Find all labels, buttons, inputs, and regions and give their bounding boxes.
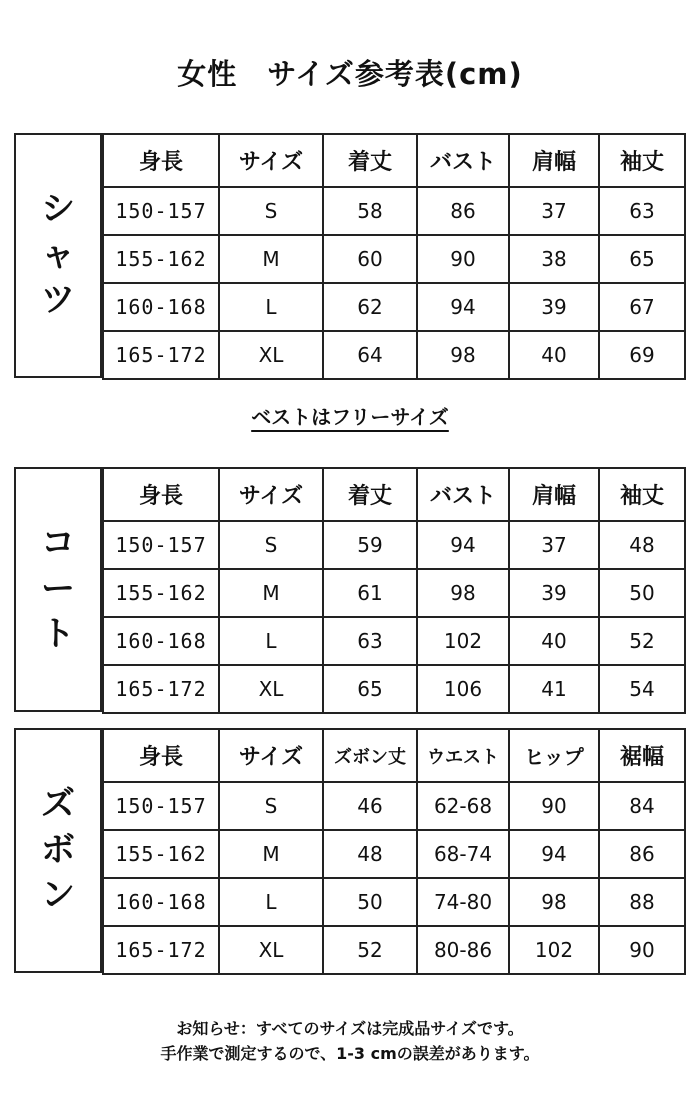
table-row	[103, 830, 685, 878]
footer-notice	[0, 1016, 700, 1066]
height-cell: 160-168	[103, 617, 219, 665]
value-cell: 40	[509, 331, 599, 379]
size-cell: L	[219, 283, 323, 331]
value-cell: 65	[599, 235, 685, 283]
value-cell: 54	[599, 665, 685, 713]
height-cell: 165-172	[103, 926, 219, 974]
pants-size-table	[14, 728, 684, 973]
value-cell: 98	[509, 878, 599, 926]
size-cell: M	[219, 235, 323, 283]
size-cell: S	[219, 521, 323, 569]
value-cell: 98	[417, 569, 509, 617]
value-cell: 62	[323, 283, 417, 331]
table-row	[103, 617, 685, 665]
table-row	[103, 331, 685, 379]
shirt-grid	[102, 133, 686, 380]
value-cell: 41	[509, 665, 599, 713]
value-cell: 74-80	[417, 878, 509, 926]
value-cell: 59	[323, 521, 417, 569]
height-cell: 155-162	[103, 569, 219, 617]
value-cell: 88	[599, 878, 685, 926]
size-cell: S	[219, 187, 323, 235]
value-cell: 84	[599, 782, 685, 830]
value-cell: 65	[323, 665, 417, 713]
size-cell: XL	[219, 926, 323, 974]
value-cell: 90	[509, 782, 599, 830]
value-cell: 102	[509, 926, 599, 974]
shirt-size-table	[14, 133, 684, 378]
header-cell: サイズ	[219, 729, 323, 782]
header-cell: 着丈	[323, 468, 417, 521]
table-row	[103, 283, 685, 331]
value-cell: 102	[417, 617, 509, 665]
coat-label-char: ト	[41, 614, 75, 655]
vest-note-text: ベストはフリーサイズ	[251, 405, 449, 429]
header-cell: ズボン丈	[323, 729, 417, 782]
value-cell: 50	[599, 569, 685, 617]
height-cell: 150-157	[103, 782, 219, 830]
pants-label-char: ン	[41, 875, 75, 916]
height-cell: 150-157	[103, 521, 219, 569]
coat-label	[14, 467, 102, 712]
header-row	[103, 468, 685, 521]
shirt-label	[14, 133, 102, 378]
value-cell: 90	[417, 235, 509, 283]
pants-label	[14, 728, 102, 973]
value-cell: 69	[599, 331, 685, 379]
height-cell: 155-162	[103, 235, 219, 283]
value-cell: 98	[417, 331, 509, 379]
height-cell: 150-157	[103, 187, 219, 235]
value-cell: 94	[417, 283, 509, 331]
value-cell: 60	[323, 235, 417, 283]
height-cell: 165-172	[103, 331, 219, 379]
table-row	[103, 878, 685, 926]
height-cell: 155-162	[103, 830, 219, 878]
value-cell: 94	[509, 830, 599, 878]
table-row	[103, 782, 685, 830]
header-cell: 身長	[103, 468, 219, 521]
value-cell: 37	[509, 187, 599, 235]
value-cell: 63	[599, 187, 685, 235]
value-cell: 64	[323, 331, 417, 379]
value-cell: 58	[323, 187, 417, 235]
footer-line-1: お知らせ：すべてのサイズは完成品サイズです。	[176, 1019, 524, 1038]
table-row	[103, 187, 685, 235]
header-cell: ヒップ	[509, 729, 599, 782]
header-cell: ウエスト	[417, 729, 509, 782]
table-row	[103, 926, 685, 974]
header-cell: サイズ	[219, 134, 323, 187]
header-cell: 肩幅	[509, 468, 599, 521]
coat-label-char: コ	[41, 522, 75, 563]
value-cell: 52	[323, 926, 417, 974]
shirt-label-char: ツ	[41, 280, 75, 321]
value-cell: 39	[509, 569, 599, 617]
table-row	[103, 235, 685, 283]
size-cell: L	[219, 878, 323, 926]
value-cell: 52	[599, 617, 685, 665]
value-cell: 62-68	[417, 782, 509, 830]
header-cell: 肩幅	[509, 134, 599, 187]
header-cell: 袖丈	[599, 468, 685, 521]
value-cell: 106	[417, 665, 509, 713]
value-cell: 61	[323, 569, 417, 617]
header-cell: 着丈	[323, 134, 417, 187]
coat-size-table	[14, 467, 684, 712]
size-cell: S	[219, 782, 323, 830]
header-cell: 裾幅	[599, 729, 685, 782]
size-cell: M	[219, 569, 323, 617]
value-cell: 37	[509, 521, 599, 569]
header-row	[103, 729, 685, 782]
footer-line-2: 手作業で測定するので、1-3 cmの誤差があります。	[160, 1044, 540, 1063]
shirt-label-char: シ	[41, 188, 75, 229]
value-cell: 94	[417, 521, 509, 569]
value-cell: 68-74	[417, 830, 509, 878]
value-cell: 86	[599, 830, 685, 878]
vest-note	[0, 401, 700, 430]
coat-label-char: ー	[41, 568, 75, 609]
page-title: 女性 サイズ参考表(cm)	[177, 57, 523, 91]
header-cell: 袖丈	[599, 134, 685, 187]
value-cell: 86	[417, 187, 509, 235]
value-cell: 40	[509, 617, 599, 665]
pants-label-char: ボ	[41, 829, 75, 870]
value-cell: 46	[323, 782, 417, 830]
pants-label-char: ズ	[41, 783, 75, 824]
header-cell: バスト	[417, 468, 509, 521]
pants-grid	[102, 728, 686, 975]
header-cell: 身長	[103, 729, 219, 782]
value-cell: 80-86	[417, 926, 509, 974]
value-cell: 50	[323, 878, 417, 926]
header-cell: サイズ	[219, 468, 323, 521]
value-cell: 39	[509, 283, 599, 331]
header-cell: 身長	[103, 134, 219, 187]
height-cell: 160-168	[103, 283, 219, 331]
size-cell: M	[219, 830, 323, 878]
height-cell: 160-168	[103, 878, 219, 926]
height-cell: 165-172	[103, 665, 219, 713]
value-cell: 67	[599, 283, 685, 331]
size-cell: XL	[219, 665, 323, 713]
value-cell: 48	[323, 830, 417, 878]
value-cell: 63	[323, 617, 417, 665]
coat-grid	[102, 467, 686, 714]
table-row	[103, 569, 685, 617]
header-row	[103, 134, 685, 187]
table-row	[103, 521, 685, 569]
value-cell: 48	[599, 521, 685, 569]
size-cell: XL	[219, 331, 323, 379]
size-cell: L	[219, 617, 323, 665]
value-cell: 90	[599, 926, 685, 974]
table-row	[103, 665, 685, 713]
shirt-label-char: ャ	[41, 234, 75, 275]
value-cell: 38	[509, 235, 599, 283]
header-cell: バスト	[417, 134, 509, 187]
